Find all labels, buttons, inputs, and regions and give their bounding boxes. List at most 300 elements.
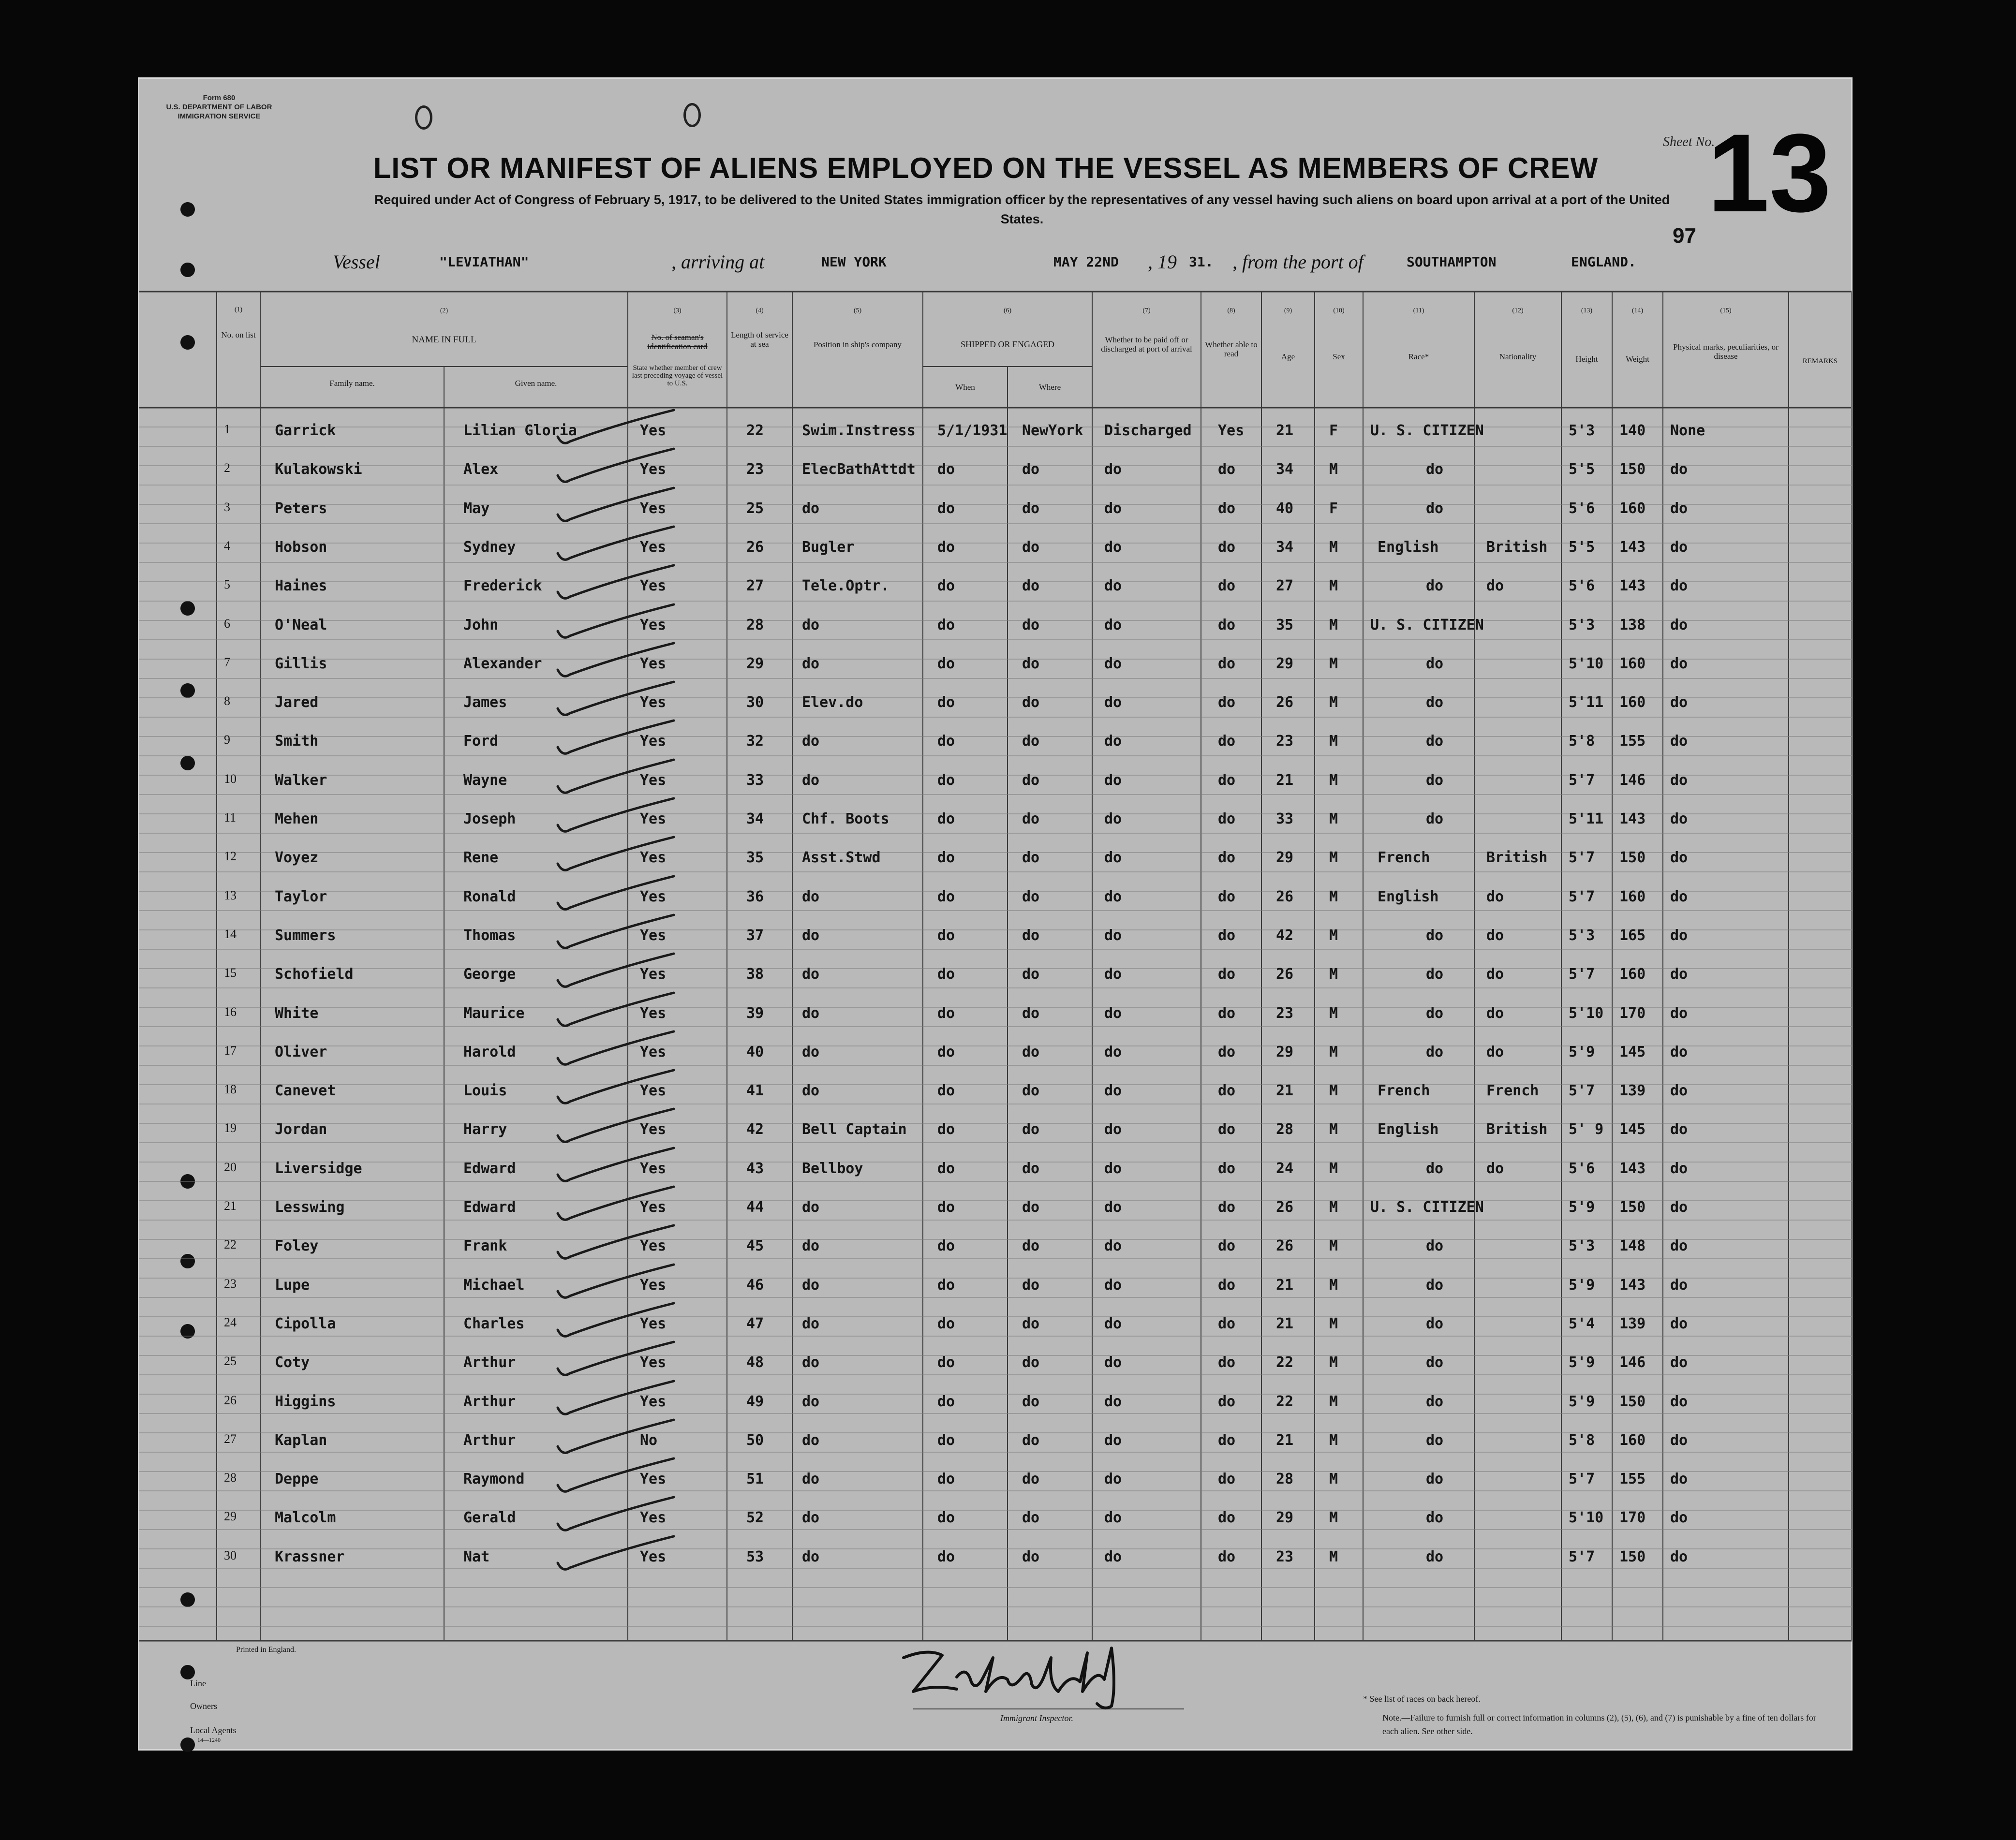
- weight: 150: [1619, 849, 1646, 867]
- height: 5'9: [1569, 1354, 1595, 1371]
- check-mark-icon: [548, 1379, 693, 1422]
- physical-marks: do: [1670, 1276, 1688, 1294]
- col-num-3: (3): [673, 307, 682, 314]
- given-name: Sydney: [463, 538, 516, 556]
- shipped-where: do: [1022, 888, 1040, 905]
- shipped-when: do: [937, 1043, 955, 1060]
- shipped-where: do: [1022, 733, 1040, 750]
- nationality: French: [1486, 1082, 1539, 1100]
- weight: 150: [1619, 1548, 1646, 1565]
- sex: M: [1329, 1315, 1338, 1332]
- shipped-where: do: [1022, 694, 1040, 711]
- shipped-where: do: [1022, 500, 1040, 517]
- sex: M: [1329, 577, 1338, 595]
- physical-marks: do: [1670, 1043, 1688, 1060]
- weight: 170: [1619, 1509, 1646, 1527]
- sex: M: [1329, 1431, 1338, 1449]
- race: do: [1426, 1004, 1444, 1022]
- physical-marks: do: [1670, 1199, 1688, 1216]
- col-num-9: (9): [1284, 307, 1292, 314]
- table-row: [139, 1539, 1852, 1577]
- race: do: [1426, 461, 1444, 478]
- service-length: 35: [746, 849, 764, 867]
- physical-marks: do: [1670, 849, 1688, 867]
- weight: 155: [1619, 733, 1646, 750]
- age: 29: [1276, 849, 1294, 867]
- given-name: Nat: [463, 1548, 490, 1565]
- race: do: [1426, 1431, 1444, 1449]
- previous-voyage: Yes: [640, 500, 667, 517]
- given-name: James: [463, 694, 507, 711]
- check-mark-icon: [548, 602, 693, 646]
- age: 29: [1276, 655, 1294, 672]
- col-num-2: (2): [440, 307, 448, 314]
- check-mark-icon: [548, 951, 693, 995]
- physical-marks: do: [1670, 1431, 1688, 1449]
- shipped-when: do: [937, 810, 955, 827]
- age: 23: [1276, 733, 1294, 750]
- given-name: Ford: [463, 733, 499, 750]
- physical-marks: do: [1670, 538, 1688, 556]
- family-name: Garrick: [275, 422, 336, 439]
- shipped-when: do: [937, 1237, 955, 1255]
- previous-voyage: Yes: [640, 733, 667, 750]
- previous-voyage: No: [640, 1431, 658, 1449]
- family-name: Jared: [275, 694, 319, 711]
- table-row: [139, 1267, 1852, 1306]
- able-read: do: [1218, 538, 1236, 556]
- shipped-where: do: [1022, 849, 1040, 867]
- weight: 150: [1619, 1393, 1646, 1410]
- age: 26: [1276, 1199, 1294, 1216]
- able-read: do: [1218, 810, 1236, 827]
- service-length: 52: [746, 1509, 764, 1527]
- table-row: [139, 956, 1852, 995]
- given-name: Alexander: [463, 655, 542, 672]
- table-row: [139, 1384, 1852, 1422]
- given-name: Ronald: [463, 888, 516, 905]
- physical-marks: do: [1670, 810, 1688, 827]
- shipped-when: do: [937, 1315, 955, 1332]
- row-number: 1: [224, 422, 230, 436]
- shipped-where: do: [1022, 616, 1040, 633]
- weight: 160: [1619, 1431, 1646, 1449]
- service-length: 27: [746, 577, 764, 595]
- shipped-when: do: [937, 1471, 955, 1488]
- age: 21: [1276, 422, 1294, 439]
- race: do: [1426, 577, 1444, 595]
- nationality: do: [1486, 1043, 1504, 1060]
- able-read: do: [1218, 888, 1236, 905]
- sex: M: [1329, 771, 1338, 789]
- sheet-number: 13: [1707, 111, 1831, 235]
- family-name: Jordan: [275, 1121, 327, 1138]
- able-read: do: [1218, 500, 1236, 517]
- row-number: 3: [224, 500, 230, 514]
- col-num-6: (6): [1003, 307, 1012, 314]
- weight: 140: [1619, 422, 1646, 439]
- age: 28: [1276, 1121, 1294, 1138]
- age: 21: [1276, 1431, 1294, 1449]
- paid-off: do: [1104, 1276, 1122, 1294]
- table-row: [139, 879, 1852, 917]
- shipped-when: do: [937, 888, 955, 905]
- position: do: [802, 500, 820, 517]
- weight: 160: [1619, 694, 1646, 711]
- shipped-where: do: [1022, 1082, 1040, 1100]
- family-name: Haines: [275, 577, 327, 595]
- family-name: Canevet: [275, 1082, 336, 1100]
- paid-off: do: [1104, 1121, 1122, 1138]
- height: 5'5: [1569, 461, 1595, 478]
- shipped-where: do: [1022, 810, 1040, 827]
- previous-voyage: Yes: [640, 461, 667, 478]
- able-read: do: [1218, 1354, 1236, 1371]
- header-paid-off: Whether to be paid off or discharged at port of arrival: [1101, 335, 1192, 353]
- physical-marks: do: [1670, 966, 1688, 983]
- local-agents-label: Local Agents: [190, 1725, 237, 1735]
- service-length: 43: [746, 1160, 764, 1177]
- check-mark-icon: [548, 1301, 693, 1344]
- able-read: do: [1218, 1121, 1236, 1138]
- check-mark-icon: [548, 835, 693, 878]
- physical-marks: do: [1670, 927, 1688, 944]
- inspector-signature: [884, 1638, 1184, 1716]
- col-num-1: (1): [234, 306, 243, 313]
- header-name-in-full: NAME IN FULL: [412, 335, 476, 345]
- height: 5'9: [1569, 1393, 1595, 1410]
- shipped-when: do: [937, 1509, 955, 1527]
- shipped-where: do: [1022, 538, 1040, 556]
- physical-marks: do: [1670, 655, 1688, 672]
- weight: 160: [1619, 966, 1646, 983]
- family-name: Summers: [275, 927, 336, 944]
- shipped-where: do: [1022, 1393, 1040, 1410]
- service-length: 33: [746, 771, 764, 789]
- row-number: 10: [224, 771, 237, 786]
- given-name: Michael: [463, 1276, 525, 1294]
- sex: M: [1329, 849, 1338, 867]
- age: 23: [1276, 1004, 1294, 1022]
- service-length: 46: [746, 1276, 764, 1294]
- departure-port: SOUTHAMPTON: [1407, 254, 1497, 270]
- sex: M: [1329, 966, 1338, 983]
- age: 23: [1276, 1548, 1294, 1565]
- header-position: Position in ship's company: [813, 340, 902, 349]
- nationality: do: [1486, 577, 1504, 595]
- able-read: do: [1218, 1431, 1236, 1449]
- table-row: [139, 917, 1852, 956]
- previous-voyage: Yes: [640, 1237, 667, 1255]
- service-length: 23: [746, 461, 764, 478]
- row-number: 22: [224, 1237, 237, 1252]
- able-read: do: [1218, 1082, 1236, 1100]
- position: do: [802, 1237, 820, 1255]
- height: 5'6: [1569, 1160, 1595, 1177]
- check-mark-icon: [548, 796, 693, 839]
- family-name: Smith: [275, 733, 319, 750]
- shipped-when: do: [937, 1276, 955, 1294]
- given-name: Rene: [463, 849, 499, 867]
- line-label: Line: [190, 1678, 206, 1688]
- sex: M: [1329, 1393, 1338, 1410]
- table-row: [139, 1500, 1852, 1538]
- service-length: 41: [746, 1082, 764, 1100]
- able-read: do: [1218, 1548, 1236, 1565]
- position: do: [802, 616, 820, 633]
- table-row: [139, 1111, 1852, 1150]
- paid-off: do: [1104, 1509, 1122, 1527]
- check-mark-icon: [548, 990, 693, 1034]
- position: do: [802, 1509, 820, 1527]
- header-age: Age: [1281, 352, 1295, 361]
- family-name: Schofield: [275, 966, 354, 983]
- shipped-when: do: [937, 461, 955, 478]
- given-name: Harry: [463, 1121, 507, 1138]
- position: Chf. Boots: [802, 810, 889, 827]
- able-read: do: [1218, 927, 1236, 944]
- height: 5'9: [1569, 1043, 1595, 1060]
- header-physical: Physical marks, peculiarities, or disease: [1673, 342, 1779, 361]
- table-row: [139, 762, 1852, 801]
- age: 26: [1276, 966, 1294, 983]
- able-read: do: [1218, 655, 1236, 672]
- physical-marks: do: [1670, 888, 1688, 905]
- race: French: [1378, 849, 1430, 867]
- height: 5'3: [1569, 1237, 1595, 1255]
- physical-marks: do: [1670, 1160, 1688, 1177]
- check-mark-icon: [548, 1340, 693, 1383]
- age: 26: [1276, 694, 1294, 711]
- given-name: John: [463, 616, 499, 633]
- age: 21: [1276, 771, 1294, 789]
- check-mark-icon: [548, 524, 693, 568]
- position: do: [802, 655, 820, 672]
- check-mark-icon: [548, 1417, 693, 1461]
- shipped-where: do: [1022, 1121, 1040, 1138]
- family-name: Lupe: [275, 1276, 310, 1294]
- paid-off: do: [1104, 1199, 1122, 1216]
- race: do: [1426, 1315, 1444, 1332]
- able-read: do: [1218, 1237, 1236, 1255]
- weight: 143: [1619, 1276, 1646, 1294]
- race: do: [1426, 1354, 1444, 1371]
- given-name: Edward: [463, 1160, 516, 1177]
- height: 5'8: [1569, 733, 1595, 750]
- sex: M: [1329, 888, 1338, 905]
- row-number: 11: [224, 810, 237, 824]
- age: 29: [1276, 1043, 1294, 1060]
- header-height: Height: [1575, 354, 1598, 364]
- previous-voyage: Yes: [640, 966, 667, 983]
- row-number: 19: [224, 1121, 237, 1135]
- family-name: Lesswing: [275, 1199, 345, 1216]
- shipped-when: do: [937, 1431, 955, 1449]
- sex: F: [1329, 422, 1338, 439]
- shipped-when: do: [937, 849, 955, 867]
- family-name: Mehen: [275, 810, 319, 827]
- table-row: [139, 1422, 1852, 1461]
- shipped-where: do: [1022, 1315, 1040, 1332]
- shipped-when: do: [937, 1121, 955, 1138]
- previous-voyage: Yes: [640, 810, 667, 827]
- arrival-date: MAY 22ND: [1053, 254, 1119, 270]
- position: Bugler: [802, 538, 855, 556]
- able-read: do: [1218, 733, 1236, 750]
- height: 5'7: [1569, 849, 1595, 867]
- weight: 150: [1619, 461, 1646, 478]
- header-remarks: REMARKS: [1802, 357, 1838, 365]
- form-number: Form 680: [203, 94, 236, 102]
- row-number: 20: [224, 1160, 237, 1174]
- service-length: 36: [746, 888, 764, 905]
- sheet-label: Sheet No.: [1663, 134, 1715, 149]
- table-row: [139, 490, 1852, 529]
- height: 5'10: [1569, 1509, 1604, 1527]
- able-read: do: [1218, 1004, 1236, 1022]
- race: do: [1426, 1237, 1444, 1255]
- check-mark-icon: [548, 408, 693, 451]
- table-row: [139, 568, 1852, 606]
- paid-off: Discharged: [1104, 422, 1192, 439]
- previous-voyage: Yes: [640, 771, 667, 789]
- check-mark-icon: [548, 1068, 693, 1111]
- sex: M: [1329, 538, 1338, 556]
- shipped-when: do: [937, 1199, 955, 1216]
- previous-voyage: Yes: [640, 1354, 667, 1371]
- position: do: [802, 1315, 820, 1332]
- check-mark-icon: [548, 563, 693, 606]
- height: 5'11: [1569, 810, 1604, 827]
- paid-off: do: [1104, 1160, 1122, 1177]
- table-row: [139, 1461, 1852, 1500]
- shipped-where: do: [1022, 655, 1040, 672]
- shipped-when: do: [937, 1160, 955, 1177]
- physical-marks: do: [1670, 733, 1688, 750]
- family-name: Walker: [275, 771, 327, 789]
- table-row: [139, 1150, 1852, 1189]
- family-name: Foley: [275, 1237, 319, 1255]
- given-name: Edward: [463, 1199, 516, 1216]
- position: do: [802, 1471, 820, 1488]
- paid-off: do: [1104, 1471, 1122, 1488]
- position: Elev.do: [802, 694, 863, 711]
- table-row: [139, 451, 1852, 490]
- able-read: do: [1218, 1315, 1236, 1332]
- header-weight: Weight: [1626, 354, 1649, 364]
- table-row: [139, 1034, 1852, 1073]
- row-number: 14: [224, 927, 237, 941]
- previous-voyage: Yes: [640, 849, 667, 867]
- arrival-port: NEW YORK: [821, 254, 887, 270]
- header-race: Race*: [1408, 352, 1429, 361]
- service-length: 32: [746, 733, 764, 750]
- race: do: [1426, 810, 1444, 827]
- given-name: Maurice: [463, 1004, 525, 1022]
- family-name: Taylor: [275, 888, 327, 905]
- service-length: 29: [746, 655, 764, 672]
- sex: M: [1329, 1354, 1338, 1371]
- previous-voyage: Yes: [640, 1276, 667, 1294]
- height: 5'4: [1569, 1315, 1595, 1332]
- family-name: Kulakowski: [275, 461, 362, 478]
- previous-voyage: Yes: [640, 616, 667, 633]
- physical-marks: None: [1670, 422, 1705, 439]
- weight: 143: [1619, 577, 1646, 595]
- check-mark-icon: [548, 1534, 693, 1577]
- check-mark-icon: [548, 486, 693, 529]
- nationality: do: [1486, 1004, 1504, 1022]
- check-mark-icon: [548, 1262, 693, 1306]
- shipped-where: do: [1022, 1548, 1040, 1565]
- age: 40: [1276, 500, 1294, 517]
- given-name: Arthur: [463, 1354, 516, 1371]
- weight: 146: [1619, 771, 1646, 789]
- row-number: 13: [224, 888, 237, 902]
- able-read: do: [1218, 1471, 1236, 1488]
- table-row: [139, 1073, 1852, 1111]
- service-length: 45: [746, 1237, 764, 1255]
- height: 5'8: [1569, 1431, 1595, 1449]
- family-name: Higgins: [275, 1393, 336, 1410]
- check-mark-icon: [548, 718, 693, 762]
- row-number: 25: [224, 1354, 237, 1369]
- check-mark-icon: [548, 874, 693, 917]
- row-number: 6: [224, 616, 230, 631]
- shipped-where: do: [1022, 927, 1040, 944]
- paid-off: do: [1104, 1004, 1122, 1022]
- shipped-where: do: [1022, 966, 1040, 983]
- race: do: [1426, 655, 1444, 672]
- position: Bellboy: [802, 1160, 863, 1177]
- age: 34: [1276, 461, 1294, 478]
- given-name: Frederick: [463, 577, 542, 595]
- row-number: 28: [224, 1471, 237, 1485]
- previous-voyage: Yes: [640, 422, 667, 439]
- physical-marks: do: [1670, 577, 1688, 595]
- sex: M: [1329, 1199, 1338, 1216]
- row-number: 9: [224, 733, 230, 747]
- table-row: [139, 995, 1852, 1034]
- header-length: Length of service at sea: [731, 330, 788, 349]
- weight: 165: [1619, 927, 1646, 944]
- family-name: Hobson: [275, 538, 327, 556]
- weight: 145: [1619, 1121, 1646, 1138]
- row-number: 5: [224, 577, 230, 592]
- given-name: Lilian Gloria: [463, 422, 577, 439]
- shipped-when: do: [937, 694, 955, 711]
- table-row: [139, 412, 1852, 451]
- race: do: [1426, 1043, 1444, 1060]
- age: 42: [1276, 927, 1294, 944]
- service-length: 30: [746, 694, 764, 711]
- service-length: 26: [746, 538, 764, 556]
- family-name: Coty: [275, 1354, 310, 1371]
- nationality: British: [1486, 849, 1548, 867]
- col-num-4: (4): [756, 307, 764, 314]
- service-length: 50: [746, 1431, 764, 1449]
- height: 5' 9: [1569, 1121, 1604, 1138]
- previous-voyage: Yes: [640, 888, 667, 905]
- able-read: do: [1218, 771, 1236, 789]
- given-name: Arthur: [463, 1393, 516, 1410]
- physical-marks: do: [1670, 1004, 1688, 1022]
- table-row: [139, 839, 1852, 878]
- race: do: [1426, 694, 1444, 711]
- check-mark-icon: [548, 1495, 693, 1538]
- height: 5'7: [1569, 1082, 1595, 1100]
- check-mark-icon: [548, 1184, 693, 1228]
